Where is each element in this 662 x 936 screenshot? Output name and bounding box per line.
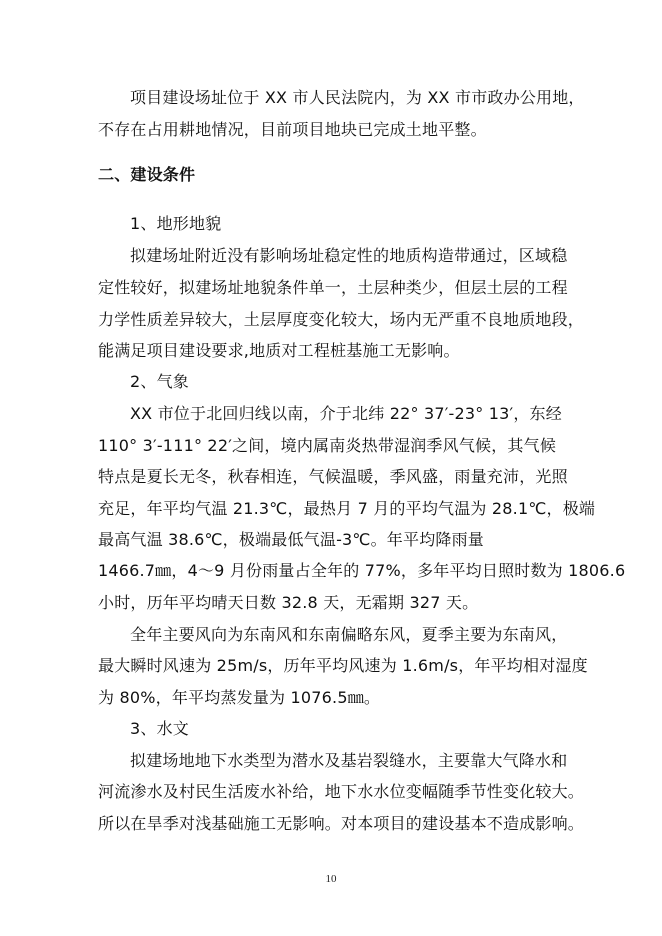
climate-title: 2、气象 — [130, 372, 189, 391]
page-number: 10 — [325, 873, 337, 885]
terrain-line-4: 能满足项目建设要求,地质对工程桩基施工无影响。 — [98, 341, 460, 360]
climate-line-7: 小时，历年平均晴天日数 32.8 天，无霜期 327 天。 — [98, 593, 479, 612]
climate-line-5: 最高气温 38.6℃，极端最低气温-3℃。年平均降雨量 — [98, 530, 485, 549]
hydrology-line-2: 河流渗水及村民生活废水补给，地下水水位变幅随季节性变化较大。 — [98, 782, 585, 801]
wind-line-3: 为 80%，年平均蒸发量为 1076.5㎜。 — [98, 688, 381, 707]
hydrology-line-1: 拟建场地地下水类型为潜水及基岩裂缝水，主要靠大气降水和 — [130, 751, 568, 770]
climate-line-2: 110° 3′-111° 22′之间，境内属南炎热带湿润季风气候，其气候 — [98, 436, 557, 455]
climate-line-4: 充足，年平均气温 21.3℃，最热月 7 月的平均气温为 28.1℃，极端 — [98, 499, 596, 518]
climate-line-1: XX 市位于北回归线以南，介于北纬 22° 37′-23° 13′，东经 — [130, 404, 562, 423]
hydrology-line-3: 所以在旱季对浅基础施工无影响。对本项目的建设基本不造成影响。 — [98, 814, 585, 833]
section-heading: 二、建设条件 — [98, 165, 196, 184]
hydrology-title: 3、水文 — [130, 719, 189, 738]
climate-line-3: 特点是夏长无冬，秋春相连，气候温暖，季风盛，雨量充沛，光照 — [98, 467, 568, 486]
terrain-title: 1、地形地貌 — [130, 214, 222, 233]
terrain-line-3: 力学性质差异较大，土层厚度变化较大，场内无严重不良地质地段， — [98, 310, 585, 329]
intro-line-2: 不存在占用耕地情况，目前项目地块已完成土地平整。 — [98, 120, 487, 139]
wind-line-1: 全年主要风向为东南风和东南偏略东风，夏季主要为东南风， — [130, 625, 568, 644]
climate-line-6: 1466.7㎜，4～9 月份雨量占全年的 77%，多年平均日照时数为 1806.6 — [98, 561, 626, 580]
terrain-line-2: 定性较好，拟建场址地貌条件单一，土层种类少，但层土层的工程 — [98, 278, 568, 297]
terrain-line-1: 拟建场址附近没有影响场址稳定性的地质构造带通过，区域稳 — [130, 246, 568, 265]
wind-line-2: 最大瞬时风速为 25m/s，历年平均风速为 1.6m/s，年平均相对湿度 — [98, 656, 588, 675]
intro-line-1: 项目建设场址位于 XX 市人民法院内，为 XX 市市政办公用地， — [130, 88, 585, 107]
